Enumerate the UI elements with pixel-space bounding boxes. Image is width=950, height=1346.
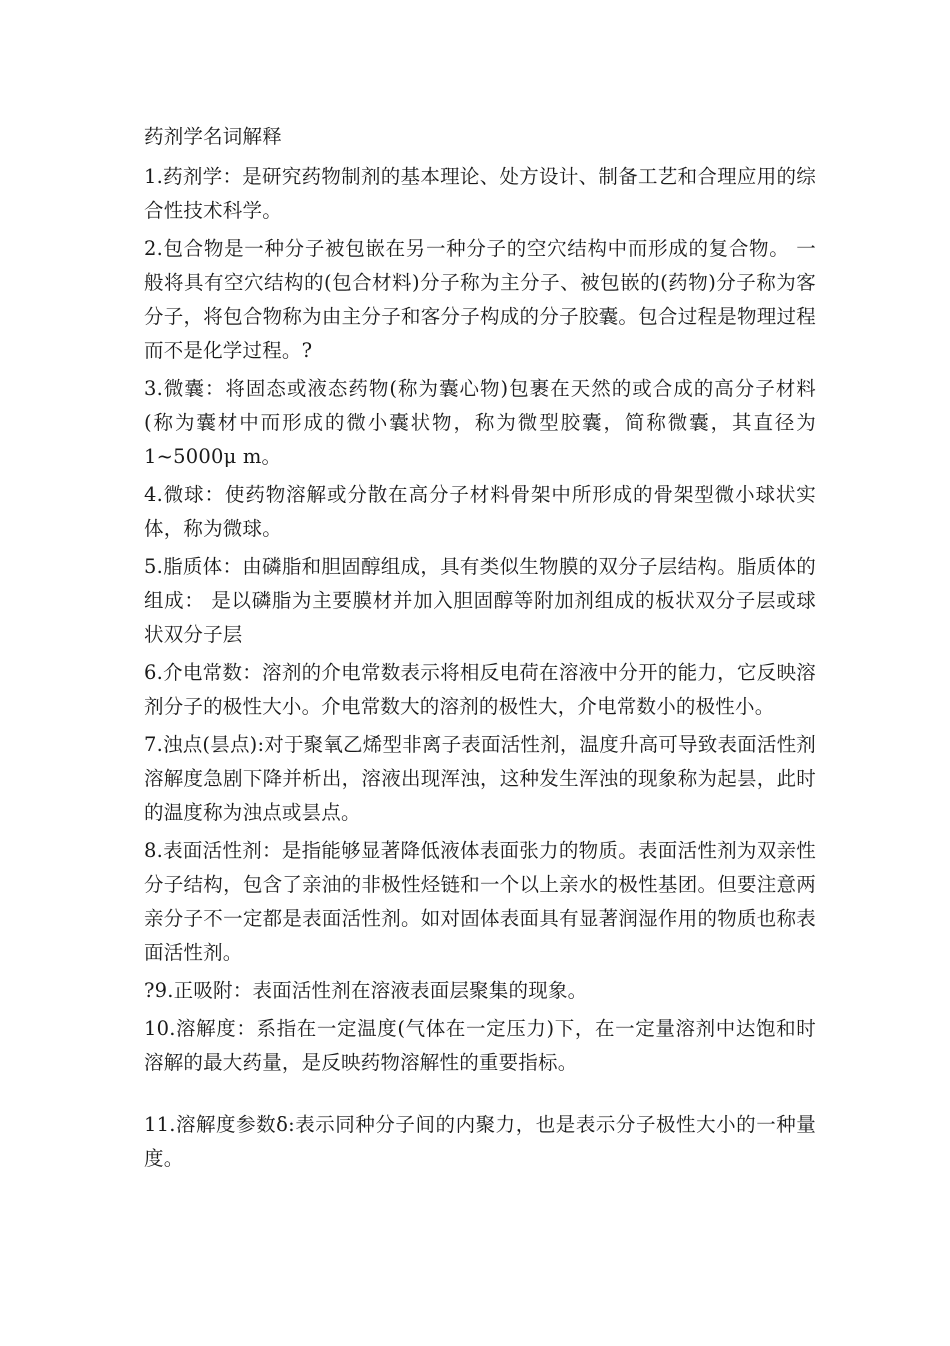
- document-title: 药剂学名词解释: [144, 125, 282, 148]
- entry-liposome: 5.脂质体：由磷脂和胆固醇组成，具有类似生物膜的双分子层结构。脂质体的组成： 是以磷脂为主要膜材并加入胆固醇等附加剂组成的板状双分子层或球状双分子层: [144, 555, 816, 646]
- entry-pharmaceutics: 1.药剂学：是研究药物制剂的基本理论、处方设计、制备工艺和合理应用的综合性技术科学。: [144, 165, 816, 222]
- entry-solubility: 10.溶解度：系指在一定温度(气体在一定压力)下，在一定量溶剂中达饱和时溶解的最大药量，是反映药物溶解性的重要指标。: [144, 1017, 816, 1074]
- entry-microcapsule: 3.微囊：将固态或液态药物(称为囊心物)包裹在天然的或合成的高分子材料(称为囊材中而形成的微小囊状物，称为微型胶囊，简称微囊，其直径为1~5000μ m。: [144, 377, 816, 468]
- entry-surfactant: 8.表面活性剂：是指能够显著降低液体表面张力的物质。表面活性剂为双亲性分子结构，包含了亲油的非极性烃链和一个以上亲水的极性基团。但要注意两亲分子不一定都是表面活性剂。如对固体表面具有显著润湿作用的物质也称表面活性剂。: [144, 839, 816, 964]
- document-body: [144, 120, 816, 1180]
- entry-dielectric-constant: 6.介电常数：溶剂的介电常数表示将相反电荷在溶液中分开的能力，它反映溶剂分子的极性大小。介电常数大的溶剂的极性大，介电常数小的极性小。: [144, 661, 816, 718]
- entry-solubility-parameter: 11.溶解度参数δ:表示同种分子间的内聚力，也是表示分子极性大小的一种量度。: [144, 1113, 816, 1170]
- entry-cloud-point: 7.浊点(昙点):对于聚氧乙烯型非离子表面活性剂，温度升高可导致表面活性剂溶解度急剧下降并析出，溶液出现浑浊，这种发生浑浊的现象称为起昙，此时的温度称为浊点或昙点。: [144, 733, 816, 824]
- entry-microsphere: 4.微球：使药物溶解或分散在高分子材料骨架中所形成的骨架型微小球状实体，称为微球。: [144, 483, 816, 540]
- entry-positive-adsorption: ?9.正吸附：表面活性剂在溶液表面层聚集的现象。: [144, 979, 588, 1002]
- entry-inclusion-compound: 2.包合物是一种分子被包嵌在另一种分子的空穴结构中而形成的复合物。 一般将具有空穴结构的(包合材料)分子称为主分子、被包嵌的(药物)分子称为客分子，将包合物称为由主分子和客分子构成的分子胶囊。包合过程是物理过程而不是化学过程。?: [144, 237, 816, 362]
